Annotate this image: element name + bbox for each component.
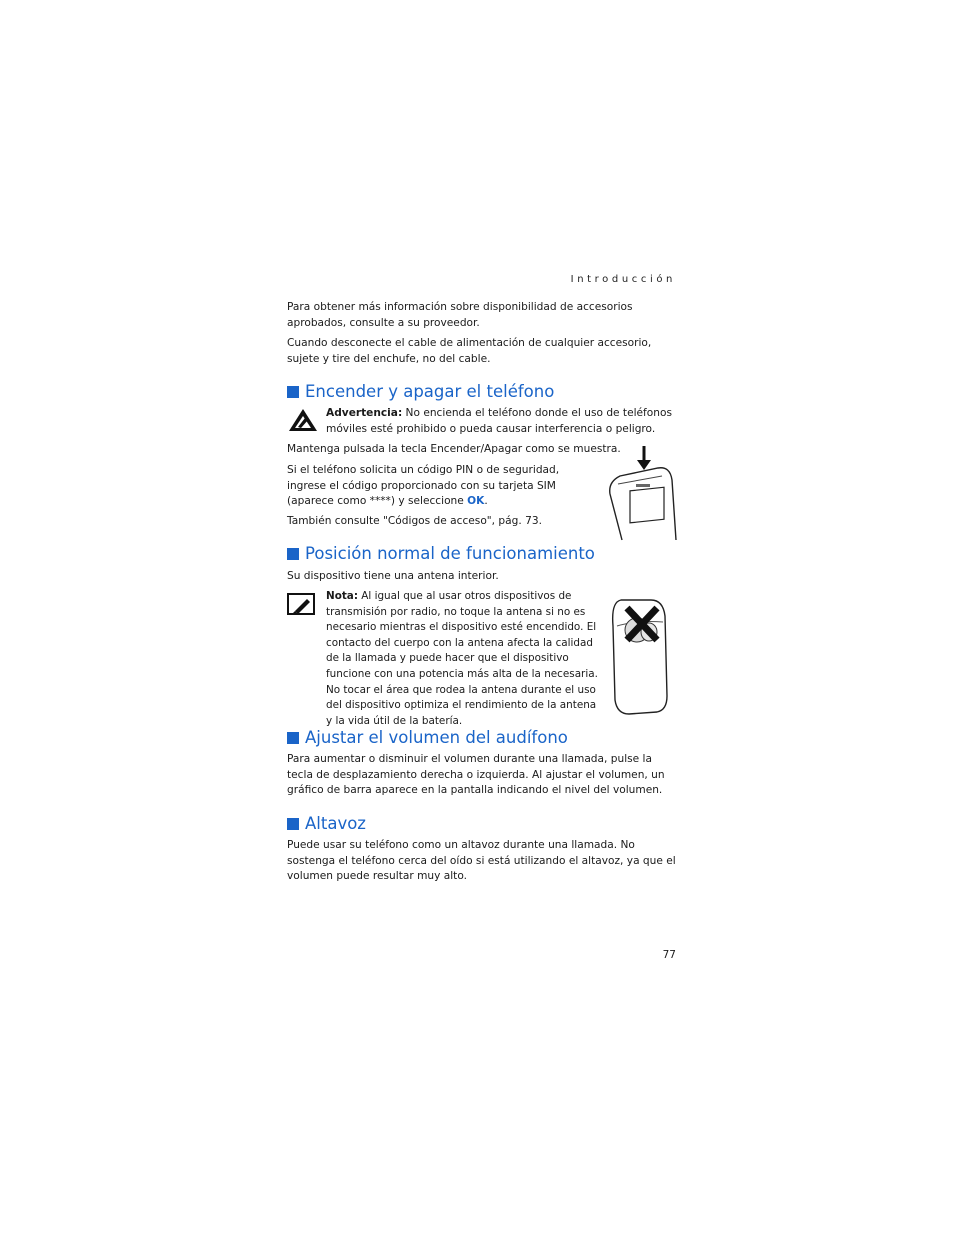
section-title: Ajustar el volumen del audífono [305,728,568,747]
note-paragraph [326,589,598,729]
intro-paragraph-1: Para obtener más información sobre disponibilidad de accesorios aprobados, consulte a su proveedor. [287,301,633,329]
warning-text: No encienda el teléfono donde el uso de teléfonos móviles esté prohibido o pueda causar interferencia o peligro. [326,407,672,435]
ok-softkey-label: OK [467,495,485,508]
page-number: 77 [662,949,676,961]
warning-paragraph [326,406,678,437]
warning-icon [287,407,319,433]
section-title: Encender y apagar el teléfono [305,382,555,401]
pin-text-end: . [484,495,488,508]
section-title: Posición normal de funcionamiento [305,544,595,563]
warning-label: Advertencia: [326,407,403,419]
running-header: Introducción [570,274,676,285]
heading-bullet-icon [287,732,299,744]
position-paragraph-1: Su dispositivo tiene una antena interior. [287,570,499,582]
pin-text: Si el teléfono solicita un código PIN o de seguridad, ingrese el código proporcionado con su tarjeta SIM (aparece como ****) y seleccione [287,464,560,508]
heading-bullet-icon [287,548,299,560]
section-heading-volume [287,728,568,747]
phone-power-key-illustration [600,444,680,542]
note-text: Al igual que al usar otros dispositivos de transmisión por radio, no toque la antena si no es necesario mientras el dispositivo esté encendido. El contacto del cuerpo con la antena afecta la calidad de la llamada y puede hacer que el dispositivo funcione con una potencia más alta de la necesaria. No tocar el área que rodea la antena durante el uso del dispositivo optimiza el rendimiento de la antena y la vida útil de la batería. [326,590,598,727]
note-icon [287,593,315,615]
power-paragraph-2 [287,463,587,510]
speaker-paragraph: Puede usar su teléfono como un altavoz durante una llamada. No sostenga el teléfono cerca del oído si está utilizando el altavoz, ya que el volumen puede resultar muy alto. [287,839,676,883]
heading-bullet-icon [287,818,299,830]
power-paragraph-3: También consulte "Códigos de acceso", pág. 73. [287,515,542,527]
section-heading-speaker [287,814,366,833]
note-label: Nota: [326,590,358,602]
power-paragraph-1: Mantenga pulsada la tecla Encender/Apagar como se muestra. [287,443,621,455]
phone-antenna-illustration [607,596,671,718]
volume-paragraph: Para aumentar o disminuir el volumen durante una llamada, pulse la tecla de desplazamiento derecha o izquierda. Al ajustar el volumen, un gráfico de barra aparece en la pantalla indicando el nivel del volumen. [287,753,665,797]
section-heading-power [287,382,554,401]
intro-paragraph-2: Cuando desconecte el cable de alimentación de cualquier accesorio, sujete y tire del enchufe, no del cable. [287,337,652,365]
section-heading-position [287,544,595,563]
heading-bullet-icon [287,386,299,398]
section-title: Altavoz [305,814,366,833]
